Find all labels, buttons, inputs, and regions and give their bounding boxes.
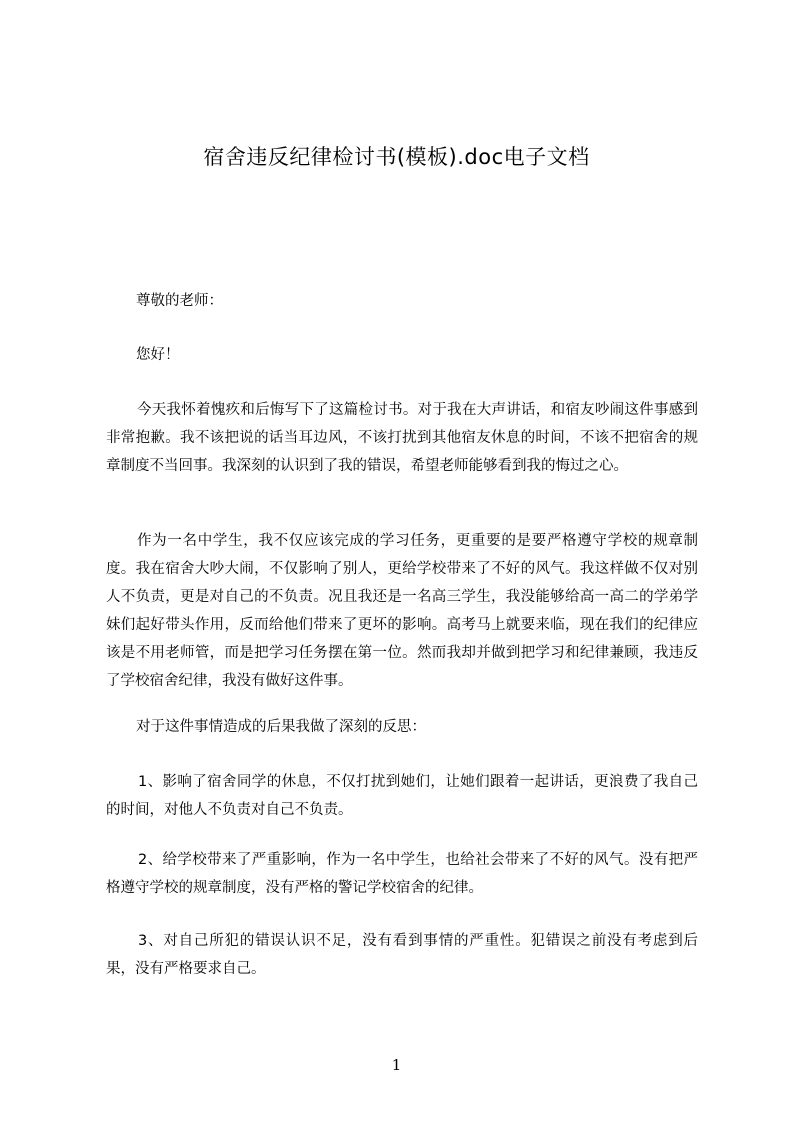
paragraph-consequences-intro: 对于这件事情造成的后果我做了深刻的反思： [136, 719, 426, 735]
list-item-point-2: 2、给学校带来了严重影响，作为一名中学生，也给社会带来了不好的风气。没有把严格遵守学校的规章制度，没有严格的警记学校宿舍的纪律。 [106, 852, 698, 896]
list-item-point-1: 1、影响了宿舍同学的休息，不仅打扰到她们，让她们跟着一起讲话，更浪费了我自己的时间，对他人不负责对自己不负责。 [106, 774, 698, 818]
salutation: 尊敬的老师： [136, 293, 223, 309]
page-number: 1 [391, 1056, 402, 1074]
greeting: 您好！ [136, 347, 180, 363]
list-item-point-3: 3、对自己所犯的错误认识不足，没有看到事情的严重性。犯错误之前没有考虑到后果，没有严格要求自己。 [106, 933, 698, 977]
paragraph-reflection: 作为一名中学生，我不仅应该完成的学习任务，更重要的是要严格遵守学校的规章制度。我在宿舍大吵大闹，不仅影响了别人，更给学校带来了不好的风气。我这样做不仅对别人不负责，更是对自己的不负责。况且我还是一名高三学生，我没能够给高一高二的学弟学妹们起好带头作用，反而给他们带来了更坏的影响。高考马上就要来临，现在我们的纪律应该是不用老师管，而是把学习任务摆在第一位。然而我却并做到把学习和纪律兼顾，我违反了学校宿舍纪律，我没有做好这件事。 [106, 533, 698, 689]
document-title: 宿舍违反纪律检讨书(模板).doc电子文档 [203, 145, 590, 169]
paragraph-apology: 今天我怀着愧疚和后悔写下了这篇检讨书。对于我在大声讲话，和宿友吵闹这件事感到非常抱歉。我不该把说的话当耳边风，不该打扰到其他宿友休息的时间，不该不把宿舍的规章制度不当回事。我深刻的认识到了我的错误，希望老师能够看到我的悔过之心。 [106, 402, 698, 474]
